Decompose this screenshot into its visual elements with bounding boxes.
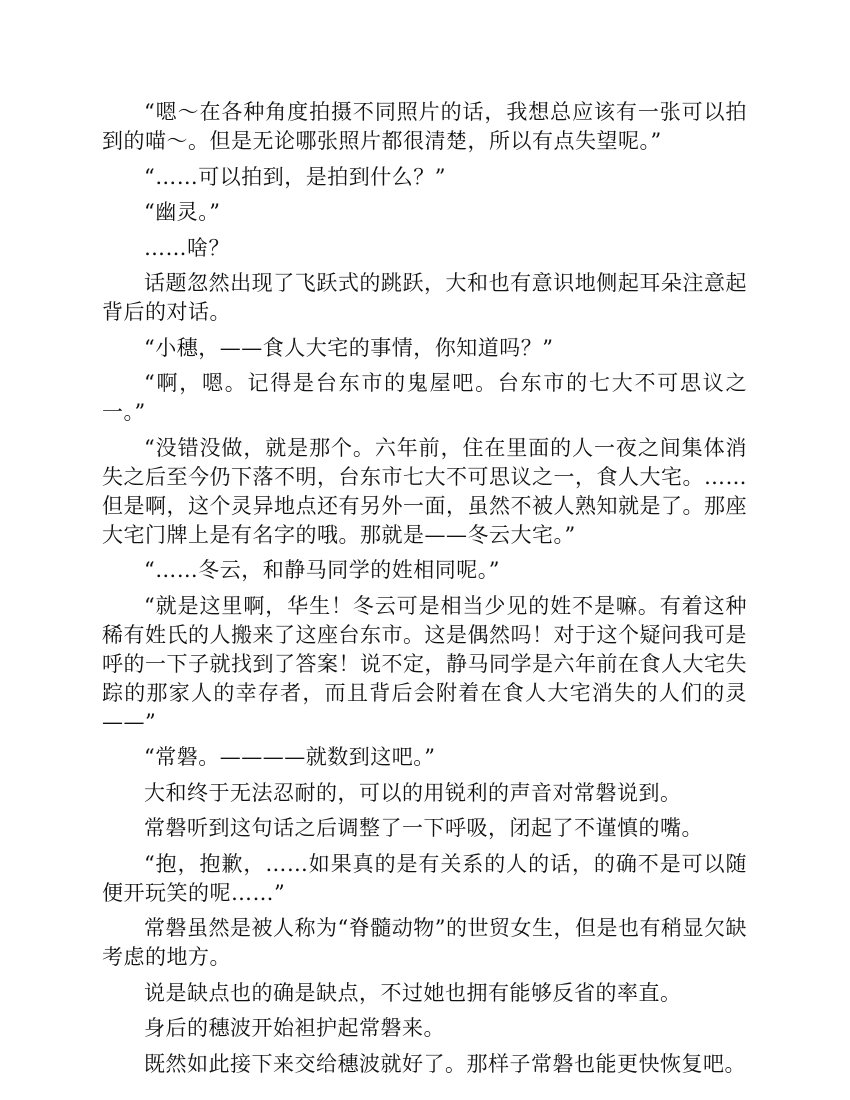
paragraph-1: “嗯～在各种角度拍摄不同照片的话，我想总应该有一张可以拍到的喵～。但是无论哪张照片都很清楚，所以有点失望呢。” — [102, 100, 747, 153]
paragraph-3: “幽灵。” — [144, 200, 221, 224]
paragraph-2: “……可以拍到，是拍到什么？” — [144, 164, 446, 189]
paragraph-11: “常磐。————就数到这吧。” — [144, 745, 436, 769]
paragraph-10: “就是这里啊，华生！冬云可是相当少见的姓不是嘛。有着这种稀有姓氏的人搬来了这座台东市。这是偶然吗！对于这个疑问我可是呼的一下子就找到了答案！说不定，静马同学是六年前在食人大宅失踪的那家人的幸存者，而且背后会附着在食人大宅消失的人们的灵——” — [102, 593, 747, 734]
paragraph-4: ……啥？ — [144, 235, 230, 260]
paragraph-16: 说是缺点也的确是缺点，不过她也拥有能够反省的率直。 — [144, 980, 682, 1005]
paragraph-9: “……冬云，和静马同学的姓相同呢。” — [144, 558, 500, 582]
paragraph-15: 常磐虽然是被人称为“脊髓动物”的世贸女生，但是也有稍显欠缺考虑的地方。 — [102, 916, 747, 969]
document-page — [102, 98, 747, 1085]
paragraph-5: 话题忽然出现了飞跃式的跳跃，大和也有意识地侧起耳朵注意起背后的对话。 — [102, 271, 747, 324]
paragraph-8: “没错没做，就是那个。六年前，住在里面的人一夜之间集体消失之后至今仍下落不明，台东市七大不可思议之一，食人大宅。……但是啊，这个灵异地点还有另外一面，虽然不被人熟知就是了。那座大宅门牌上是有名字的哦。那就是——冬云大宅。” — [102, 435, 747, 547]
paragraph-12: 大和终于无法忍耐的，可以的用锐利的声音对常磐说到。 — [144, 780, 682, 805]
paragraph-14: “抱，抱歉，……如果真的是有关系的人的话，的确不是可以随便开玩笑的呢……” — [102, 851, 747, 905]
paragraph-6: “小穗，——食人大宅的事情，你知道吗？” — [144, 335, 554, 360]
paragraph-17: 身后的穗波开始袒护起常磐来。 — [144, 1016, 445, 1040]
paragraph-13: 常磐听到这句话之后调整了一下呼吸，闭起了不谨慎的嘴。 — [144, 816, 703, 840]
paragraph-7: “啊，嗯。记得是台东市的鬼屋吧。台东市的七大不可思议之一。” — [102, 371, 747, 424]
paragraph-18: 既然如此接下来交给穗波就好了。那样子常磐也能更快恢复吧。 — [144, 1051, 746, 1076]
